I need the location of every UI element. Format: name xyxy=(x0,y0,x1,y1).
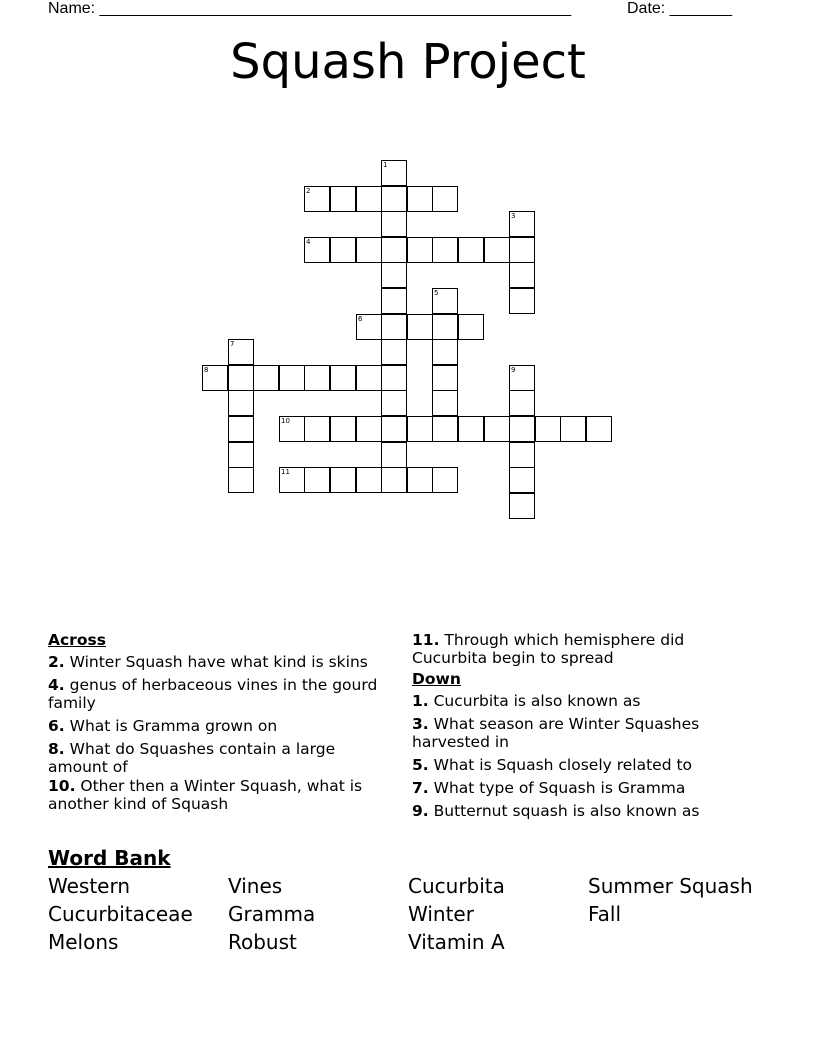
crossword-cell[interactable] xyxy=(432,390,458,416)
crossword-cell[interactable] xyxy=(381,467,407,493)
word-bank-item: Vitamin A xyxy=(408,930,505,954)
crossword-cell[interactable] xyxy=(356,365,382,391)
page-title: Squash Project xyxy=(230,34,586,90)
crossword-cell[interactable] xyxy=(432,365,458,391)
clue-across-10 xyxy=(48,777,393,813)
crossword-cell[interactable] xyxy=(330,237,356,263)
clue-number: 6. xyxy=(48,717,65,735)
crossword-cell[interactable] xyxy=(356,416,382,442)
clue-text: Other then a Winter Squash, what is another kind of Squash xyxy=(48,777,363,813)
crossword-cell[interactable] xyxy=(509,237,535,263)
clue-across-4 xyxy=(48,676,393,712)
crossword-cell[interactable] xyxy=(253,365,279,391)
crossword-cell[interactable] xyxy=(509,365,535,391)
crossword-cell[interactable] xyxy=(228,416,254,442)
cell-number: 1 xyxy=(383,161,388,169)
crossword-cell[interactable] xyxy=(356,314,382,340)
cell-number: 2 xyxy=(306,187,311,195)
crossword-cell[interactable] xyxy=(304,186,330,212)
crossword-cell[interactable] xyxy=(509,390,535,416)
crossword-cell[interactable] xyxy=(381,442,407,468)
header xyxy=(48,0,732,18)
clue-number: 1. xyxy=(412,692,429,710)
word-bank-item: Summer Squash xyxy=(588,874,753,898)
word-bank-item: Vines xyxy=(228,874,283,898)
crossword-cell[interactable] xyxy=(484,416,510,442)
crossword-cell[interactable] xyxy=(279,416,305,442)
crossword-cell[interactable] xyxy=(509,262,535,288)
crossword-cell[interactable] xyxy=(279,365,305,391)
crossword-cell[interactable] xyxy=(407,416,433,442)
clue-number: 3. xyxy=(412,715,429,733)
crossword-cell[interactable] xyxy=(330,416,356,442)
crossword-cell[interactable] xyxy=(304,365,330,391)
clue-down-5 xyxy=(412,756,757,774)
crossword-cell[interactable] xyxy=(279,467,305,493)
word-bank-title: Word Bank xyxy=(48,846,171,870)
crossword-cell[interactable] xyxy=(432,314,458,340)
clue-text: What do Squashes contain a large amount of xyxy=(48,740,336,776)
clue-number: 9. xyxy=(412,802,429,820)
clue-text: Through which hemisphere did Cucurbita begin to spread xyxy=(412,631,685,667)
crossword-cell[interactable] xyxy=(458,237,484,263)
clue-down-1 xyxy=(412,692,757,710)
crossword-cell[interactable] xyxy=(407,467,433,493)
crossword-cell[interactable] xyxy=(356,237,382,263)
clue-text: What season are Winter Squashes harvested in xyxy=(412,715,700,751)
crossword-cell[interactable] xyxy=(381,262,407,288)
clue-text: Butternut squash is also known as xyxy=(428,802,700,820)
clue-text: What type of Squash is Gramma xyxy=(428,779,686,797)
date-field[interactable]: Date: _______ xyxy=(627,0,732,17)
word-bank-item: Cucurbitaceae xyxy=(48,902,193,926)
word-bank-item: Robust xyxy=(228,930,297,954)
clue-number: 7. xyxy=(412,779,429,797)
clue-number: 11. xyxy=(412,631,440,649)
crossword-cell[interactable] xyxy=(202,365,228,391)
cell-number: 10 xyxy=(281,417,290,425)
crossword-cell[interactable] xyxy=(228,390,254,416)
crossword-cell[interactable] xyxy=(381,390,407,416)
crossword-cell[interactable] xyxy=(356,467,382,493)
crossword-cell[interactable] xyxy=(381,211,407,237)
crossword-cell[interactable] xyxy=(484,237,510,263)
crossword-cell[interactable] xyxy=(330,365,356,391)
more-clues xyxy=(412,631,757,825)
crossword-cell[interactable] xyxy=(432,288,458,314)
cell-number: 4 xyxy=(306,238,311,246)
crossword-cell[interactable] xyxy=(432,416,458,442)
crossword-cell[interactable] xyxy=(304,416,330,442)
crossword-cell[interactable] xyxy=(432,339,458,365)
clue-across-2 xyxy=(48,653,393,671)
clue-text: What is Squash closely related to xyxy=(428,756,693,774)
clue-number: 4. xyxy=(48,676,65,694)
cell-number: 8 xyxy=(204,366,209,374)
across-heading: Across xyxy=(48,631,106,649)
crossword-cell[interactable] xyxy=(535,416,561,442)
clue-text: Cucurbita is also known as xyxy=(428,692,641,710)
cell-number: 3 xyxy=(511,212,516,220)
crossword-cell[interactable] xyxy=(509,467,535,493)
crossword-cell[interactable] xyxy=(458,416,484,442)
word-bank-item: Gramma xyxy=(228,902,316,926)
crossword-cell[interactable] xyxy=(381,314,407,340)
clue-text: What is Gramma grown on xyxy=(64,717,278,735)
crossword-cell[interactable] xyxy=(381,416,407,442)
word-bank-item: Fall xyxy=(588,902,622,926)
clue-down-7 xyxy=(412,779,757,797)
crossword-cell[interactable] xyxy=(330,186,356,212)
clue-text: genus of herbaceous vines in the gourd family xyxy=(48,676,378,712)
word-bank-item: Western xyxy=(48,874,131,898)
clue-text: Winter Squash have what kind is skins xyxy=(64,653,368,671)
crossword-cell[interactable] xyxy=(407,186,433,212)
crossword-cell[interactable] xyxy=(509,442,535,468)
crossword-cell[interactable] xyxy=(509,416,535,442)
crossword-cell[interactable] xyxy=(356,186,382,212)
clue-across-6 xyxy=(48,717,393,735)
crossword-cell[interactable] xyxy=(407,237,433,263)
name-field[interactable]: Name: _____________________________________________________ xyxy=(48,0,572,17)
crossword-cell[interactable] xyxy=(330,467,356,493)
clue-down-3 xyxy=(412,715,757,751)
down-heading: Down xyxy=(412,670,461,688)
crossword-cell[interactable] xyxy=(509,211,535,237)
cell-number: 6 xyxy=(358,315,363,323)
crossword-cell[interactable] xyxy=(381,365,407,391)
clue-down-9 xyxy=(412,802,757,820)
cell-number: 9 xyxy=(511,366,516,374)
crossword-cell[interactable] xyxy=(586,416,612,442)
crossword-cell[interactable] xyxy=(381,186,407,212)
crossword-cell[interactable] xyxy=(509,288,535,314)
crossword-cell[interactable] xyxy=(228,442,254,468)
crossword-cell[interactable] xyxy=(432,186,458,212)
crossword-cell[interactable] xyxy=(560,416,586,442)
crossword-cell[interactable] xyxy=(407,314,433,340)
crossword-cell[interactable] xyxy=(228,339,254,365)
crossword-cell[interactable] xyxy=(458,314,484,340)
crossword-cell[interactable] xyxy=(381,160,407,186)
clue-across-11 xyxy=(412,631,757,667)
crossword-cell[interactable] xyxy=(381,288,407,314)
clue-across-8 xyxy=(48,740,393,776)
cell-number: 7 xyxy=(230,340,235,348)
crossword-cell[interactable] xyxy=(381,237,407,263)
clue-number: 8. xyxy=(48,740,65,758)
word-bank-item: Winter xyxy=(408,902,474,926)
word-bank-item: Melons xyxy=(48,930,119,954)
cell-number: 11 xyxy=(281,468,290,476)
clue-number: 10. xyxy=(48,777,76,795)
clue-number: 2. xyxy=(48,653,65,671)
across-clues xyxy=(48,631,393,818)
crossword-cell[interactable] xyxy=(381,339,407,365)
crossword-cell[interactable] xyxy=(228,467,254,493)
crossword-cell[interactable] xyxy=(509,493,535,519)
crossword-cell[interactable] xyxy=(432,467,458,493)
cell-number: 5 xyxy=(434,289,439,297)
word-bank-item: Cucurbita xyxy=(408,874,505,898)
crossword-cell[interactable] xyxy=(304,237,330,263)
crossword-cell[interactable] xyxy=(228,365,254,391)
clue-number: 5. xyxy=(412,756,429,774)
crossword-cell[interactable] xyxy=(432,237,458,263)
crossword-cell[interactable] xyxy=(304,467,330,493)
